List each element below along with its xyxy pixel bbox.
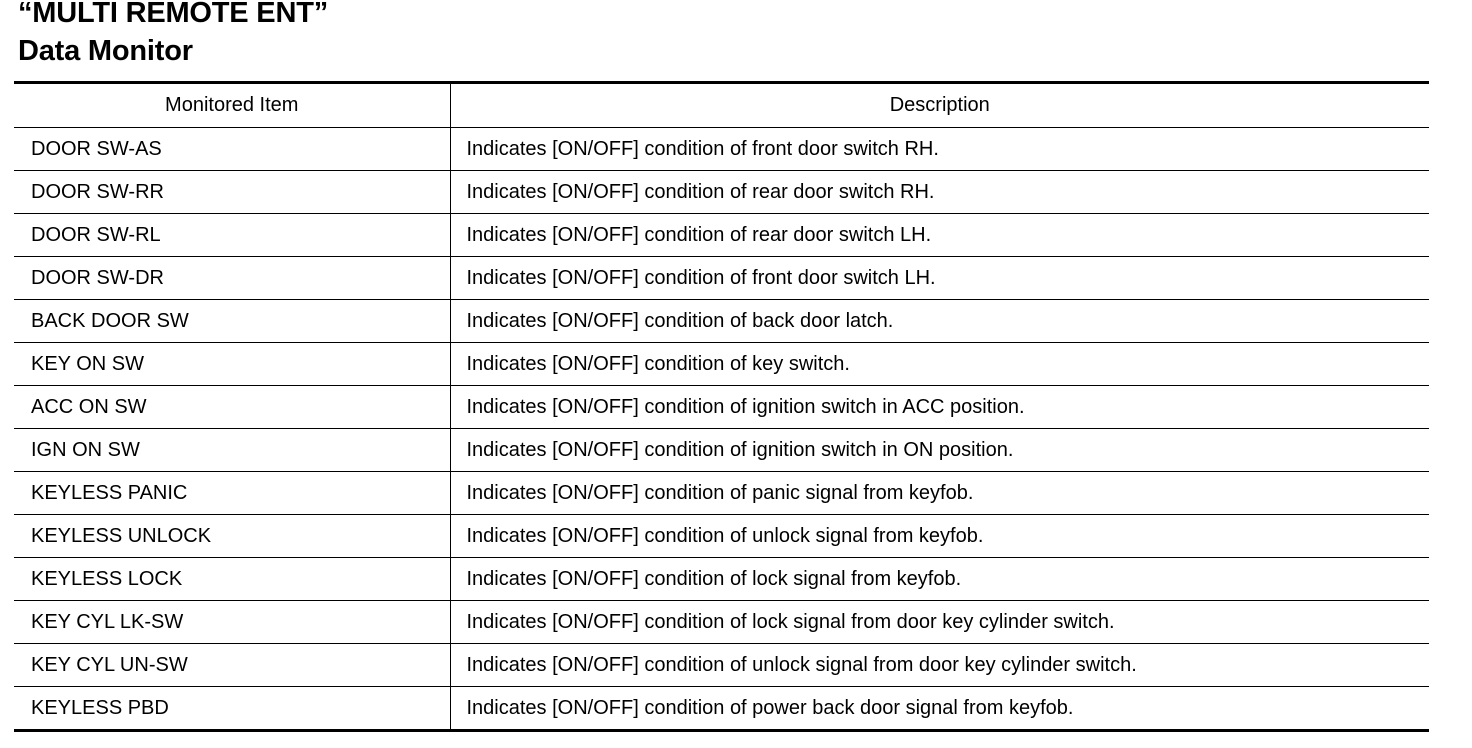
description-cell: Indicates [ON/OFF] condition of ignition switch in ACC position. (450, 386, 1429, 429)
table-header-row (14, 83, 1429, 128)
column-header-monitored-item: Monitored Item (14, 83, 450, 128)
table-row (14, 687, 1429, 731)
description-cell: Indicates [ON/OFF] condition of panic signal from keyfob. (450, 472, 1429, 515)
data-monitor-table (14, 81, 1429, 732)
monitored-item-cell: KEY CYL UN-SW (14, 644, 450, 687)
description-cell: Indicates [ON/OFF] condition of unlock signal from keyfob. (450, 515, 1429, 558)
table-row (14, 558, 1429, 601)
description-cell: Indicates [ON/OFF] condition of rear door switch RH. (450, 171, 1429, 214)
monitored-item-cell: KEYLESS PANIC (14, 472, 450, 515)
monitored-item-cell: KEYLESS PBD (14, 687, 450, 731)
monitored-item-cell: DOOR SW-DR (14, 257, 450, 300)
monitored-item-cell: KEY ON SW (14, 343, 450, 386)
description-cell: Indicates [ON/OFF] condition of lock signal from keyfob. (450, 558, 1429, 601)
table-row (14, 472, 1429, 515)
page-subtitle: Data Monitor (18, 35, 193, 67)
monitored-item-cell: DOOR SW-RR (14, 171, 450, 214)
monitored-item-cell: DOOR SW-AS (14, 128, 450, 171)
table-row (14, 429, 1429, 472)
monitored-item-cell: KEYLESS LOCK (14, 558, 450, 601)
table-row (14, 601, 1429, 644)
table-row (14, 171, 1429, 214)
monitored-item-cell: IGN ON SW (14, 429, 450, 472)
description-cell: Indicates [ON/OFF] condition of front door switch RH. (450, 128, 1429, 171)
column-header-description: Description (450, 83, 1429, 128)
description-cell: Indicates [ON/OFF] condition of ignition switch in ON position. (450, 429, 1429, 472)
description-cell: Indicates [ON/OFF] condition of front door switch LH. (450, 257, 1429, 300)
page-title: “MULTI REMOTE ENT” (18, 0, 329, 29)
description-cell: Indicates [ON/OFF] condition of back door latch. (450, 300, 1429, 343)
monitored-item-cell: DOOR SW-RL (14, 214, 450, 257)
description-cell: Indicates [ON/OFF] condition of lock signal from door key cylinder switch. (450, 601, 1429, 644)
table-row (14, 257, 1429, 300)
monitored-item-cell: BACK DOOR SW (14, 300, 450, 343)
table-row (14, 300, 1429, 343)
table-row (14, 128, 1429, 171)
table-row (14, 644, 1429, 687)
table-row (14, 515, 1429, 558)
table-row (14, 386, 1429, 429)
table-row (14, 214, 1429, 257)
page-heading (18, 0, 1018, 70)
monitored-item-cell: KEY CYL LK-SW (14, 601, 450, 644)
monitored-item-cell: ACC ON SW (14, 386, 450, 429)
monitored-item-cell: KEYLESS UNLOCK (14, 515, 450, 558)
description-cell: Indicates [ON/OFF] condition of power back door signal from keyfob. (466, 696, 1074, 719)
table-row (14, 343, 1429, 386)
description-cell: Indicates [ON/OFF] condition of key switch. (450, 343, 1429, 386)
description-cell: Indicates [ON/OFF] condition of unlock signal from door key cylinder switch. (450, 644, 1429, 687)
description-cell: Indicates [ON/OFF] condition of rear door switch LH. (450, 214, 1429, 257)
